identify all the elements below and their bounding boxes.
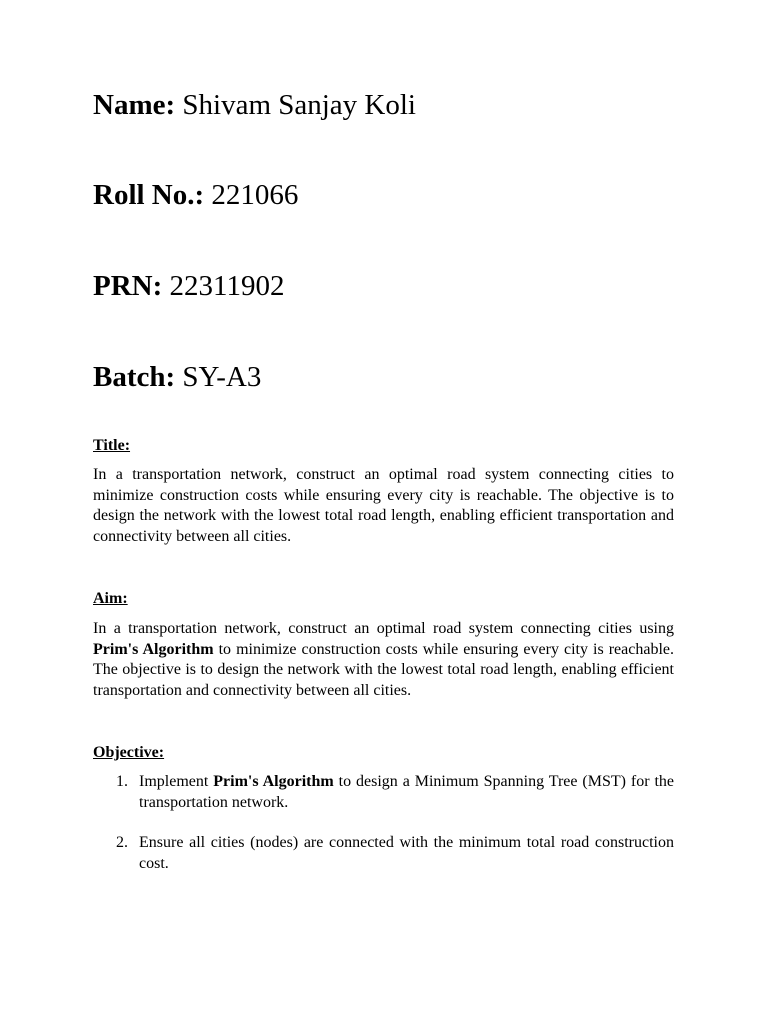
batch-field bbox=[93, 360, 261, 394]
batch-value: SY-A3 bbox=[182, 361, 262, 393]
aim-text bbox=[93, 619, 674, 702]
list-item bbox=[93, 772, 674, 813]
title-text: In a transportation network, construct an optimal road system connecting cities to minimize construction costs while ensuring every city is reachable. The objective is to design the network with the lowest total road length, enabling efficient transportation and connectivity between all cities. bbox=[93, 466, 674, 546]
roll-label: Roll No.: bbox=[93, 179, 205, 211]
list-item-text-before: Ensure all cities (nodes) are connected with the minimum total road construction cost. bbox=[139, 834, 674, 873]
aim-heading: Aim: bbox=[93, 590, 128, 607]
name-label: Name: bbox=[93, 89, 176, 121]
name-field bbox=[93, 88, 416, 122]
aim-text-before: In a transportation network, construct an optimal road system connecting cities using bbox=[93, 620, 674, 637]
list-item-number: 1. bbox=[116, 773, 128, 790]
name-value: Shivam Sanjay Koli bbox=[182, 89, 416, 121]
list-item-text-after: to design a Minimum Spanning Tree (MST) for the transportation network. bbox=[139, 773, 675, 811]
aim-text-bold: Prim's Algorithm bbox=[93, 640, 214, 658]
prn-label: PRN: bbox=[93, 270, 163, 302]
roll-field bbox=[93, 178, 298, 212]
list-item-number: 2. bbox=[116, 834, 128, 852]
batch-label: Batch: bbox=[93, 361, 176, 393]
list-item bbox=[93, 833, 674, 874]
objective-heading: Objective: bbox=[93, 744, 165, 761]
title-heading: Title: bbox=[93, 437, 131, 454]
prn-field bbox=[93, 269, 284, 303]
prn-value: 22311902 bbox=[169, 270, 285, 302]
list-item-text-bold: Prim's Algorithm bbox=[213, 773, 334, 790]
list-item-text-before: Implement bbox=[139, 773, 214, 790]
aim-text-after: to minimize construction costs while ensuring every city is reachable. The objective is to design the network with the lowest total road length, enabling efficient transportation and connectivity between all cities. bbox=[93, 640, 674, 700]
objective-list bbox=[93, 772, 674, 895]
roll-value: 221066 bbox=[211, 179, 299, 211]
